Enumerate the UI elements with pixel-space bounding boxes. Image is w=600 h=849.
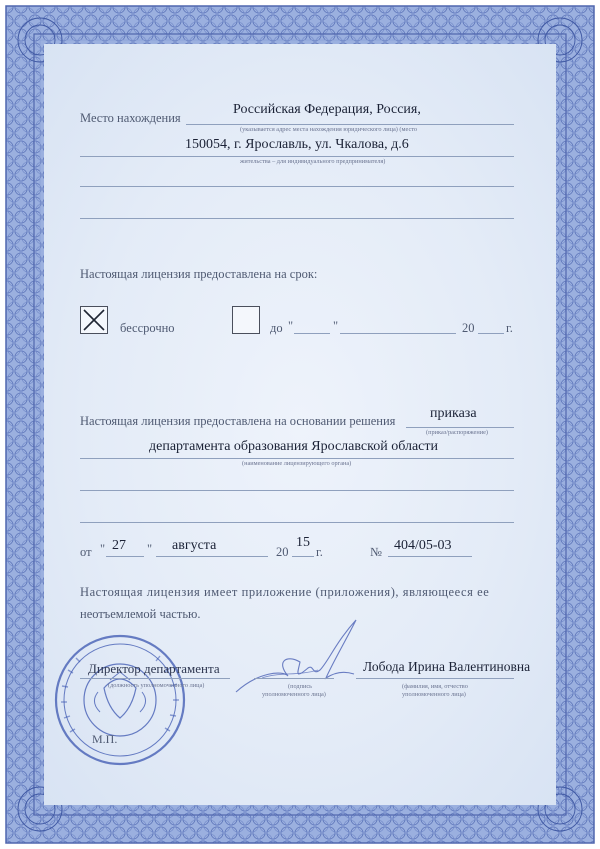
appendix-line-2: неотъемлемой частью. <box>80 607 201 621</box>
name-underline <box>356 678 514 679</box>
position-hint: (должность уполномоченного лица) <box>108 682 205 689</box>
date-from-label: от <box>80 545 92 559</box>
name-hint-2: уполномоченного лица) <box>402 691 466 698</box>
location-underline-4 <box>80 218 514 219</box>
date-year: 15 <box>296 535 310 550</box>
term-until-year-prefix: 20 <box>462 321 475 335</box>
location-label: Место нахождения <box>80 111 181 125</box>
signature-hint-1: (подпись <box>288 683 313 690</box>
license-number: 404/05-03 <box>394 538 452 553</box>
term-until-quote-close: " <box>333 319 339 333</box>
date-quote-open: " <box>100 542 106 556</box>
appendix-line-1: Настоящая лицензия имеет приложение (приложения), являющееся ее <box>80 585 490 599</box>
location-line-1: Российская Федерация, Россия, <box>233 102 421 117</box>
term-until-quote-open: " <box>288 319 294 333</box>
date-quote-close: " <box>147 542 153 556</box>
number-label: № <box>370 545 382 559</box>
term-until-year-underline <box>478 333 504 334</box>
position-underline <box>80 678 230 679</box>
date-month: августа <box>172 538 217 553</box>
location-hint-1: (указывается адрес места нахождения юридического лица) (место <box>240 126 418 133</box>
term-until-prefix: до <box>270 321 283 335</box>
location-line-2: 150054, г. Ярославль, ул. Чкалова, д.6 <box>185 137 409 152</box>
date-year-prefix: 20 <box>276 545 289 559</box>
official-seal-icon <box>40 628 200 768</box>
term-indefinite-label: бессрочно <box>120 321 175 335</box>
term-label: Настоящая лицензия предоставлена на срок: <box>80 267 318 281</box>
location-underline-3 <box>80 186 514 187</box>
basis-decision-underline <box>406 427 514 428</box>
term-until-checkbox <box>232 306 260 334</box>
term-until-year-suffix: г. <box>506 321 513 335</box>
location-underline-2 <box>80 156 514 157</box>
date-year-underline <box>292 556 314 557</box>
basis-authority-underline <box>80 458 514 459</box>
basis-decision-type: приказа <box>430 406 477 421</box>
date-year-suffix: г. <box>316 545 323 559</box>
term-until-month-underline <box>340 333 456 334</box>
signature-hint-2: уполномоченного лица) <box>262 691 326 698</box>
term-until-day-underline <box>294 333 330 334</box>
basis-label: Настоящая лицензия предоставлена на основании решения <box>80 414 396 428</box>
number-underline <box>388 556 472 557</box>
basis-authority: департамента образования Ярославской области <box>149 439 439 454</box>
location-hint-2: жительства – для индивидуального предпринимателя) <box>240 158 386 165</box>
date-month-underline <box>156 556 268 557</box>
location-underline-1 <box>186 124 514 125</box>
term-indefinite-checkbox <box>80 306 108 334</box>
signatory-position: Директор департамента <box>88 661 220 676</box>
signature-underline <box>254 678 334 679</box>
checkbox-cross-icon <box>81 307 107 333</box>
seal-place-label: М.П. <box>92 732 118 746</box>
basis-underline-4 <box>80 522 514 523</box>
basis-authority-hint: (наименование лицензирующего органа) <box>242 460 352 467</box>
name-hint-1: (фамилия, имя, отчество <box>402 683 468 690</box>
signatory-name: Лобода Ирина Валентиновна <box>363 659 531 674</box>
date-day-underline <box>106 556 144 557</box>
basis-decision-hint: (приказ/распоряжение) <box>426 429 488 436</box>
date-day: 27 <box>112 538 126 553</box>
basis-underline-3 <box>80 490 514 491</box>
